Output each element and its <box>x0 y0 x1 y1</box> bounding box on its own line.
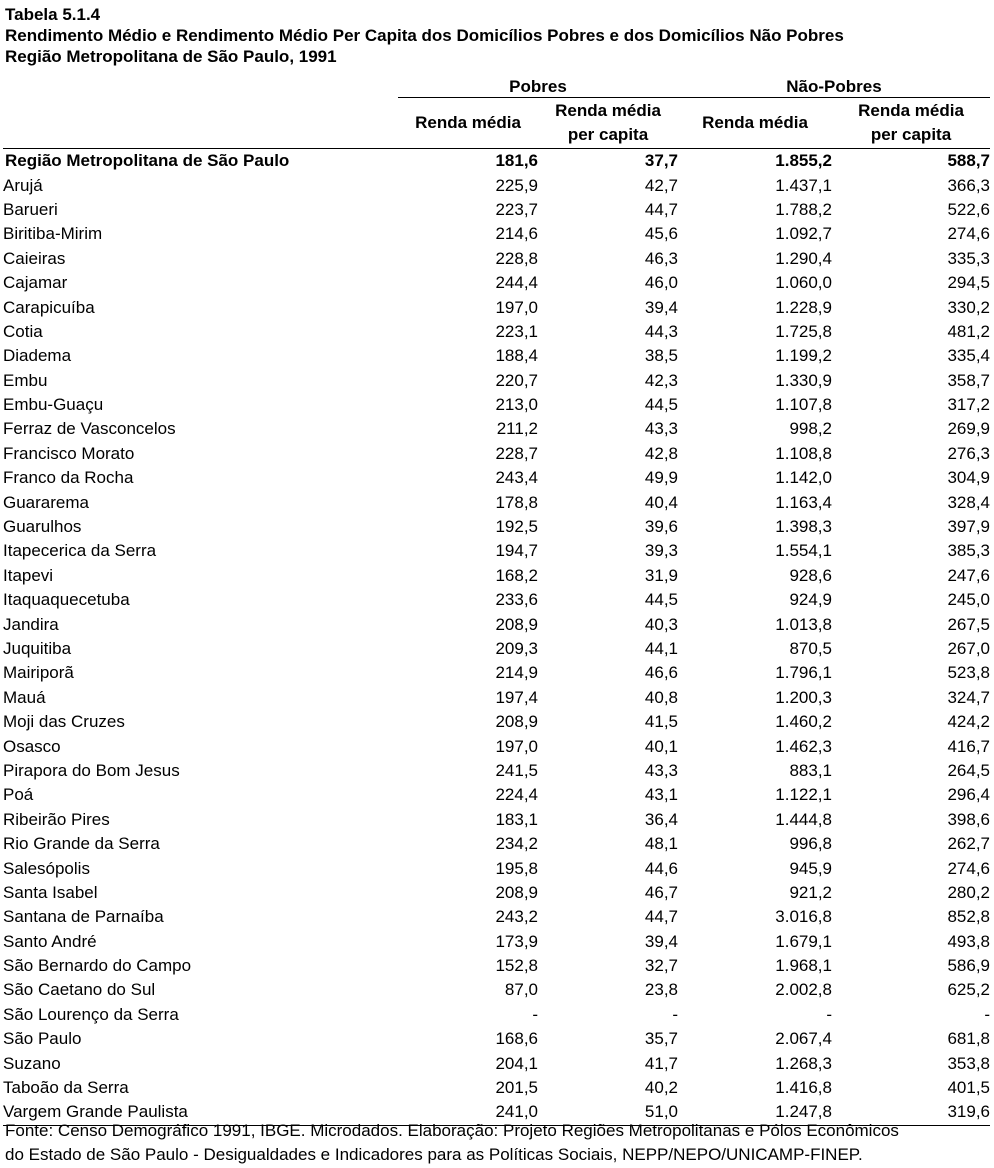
table-row <box>3 442 990 466</box>
cell-pobres-renda-media: 220,7 <box>495 370 538 390</box>
cell-nao-pobres-renda-media: 1.725,8 <box>775 321 832 341</box>
cell-nao-pobres-renda-media: 1.462,3 <box>775 736 832 756</box>
cell-nao-pobres-renda-media: 2.067,4 <box>775 1029 832 1049</box>
cell-pobres-renda-media: 241,0 <box>398 1100 538 1125</box>
cell-nao-pobres-renda-media: 1.268,3 <box>775 1053 832 1073</box>
cell-pobres-renda-pc: 45,6 <box>644 224 678 244</box>
cell-nao-pobres-renda-pc: 522,6 <box>947 199 990 219</box>
cell-pobres-renda-pc: 44,1 <box>644 639 678 658</box>
cell-nao-pobres-renda-media: 924,9 <box>789 590 832 610</box>
header-nao-pobres-renda-pc <box>832 98 990 149</box>
cell-nao-pobres-renda-pc: 330,2 <box>947 297 990 317</box>
cell-nao-pobres-renda-pc: 267,0 <box>947 639 990 658</box>
cell-nao-pobres-renda-pc: 398,6 <box>947 809 990 829</box>
cell-pobres-renda-pc: 43,3 <box>644 760 678 780</box>
table-row <box>3 271 990 295</box>
row-name: Pirapora do Bom Jesus <box>3 760 180 780</box>
table-row <box>3 881 990 905</box>
cell-pobres-renda-pc: 39,4 <box>644 297 678 317</box>
cell-nao-pobres-renda-media: 1.163,4 <box>775 492 832 512</box>
cell-pobres-renda-media: 168,6 <box>495 1029 538 1049</box>
cell-nao-pobres-renda-pc: 247,6 <box>947 565 990 585</box>
cell-nao-pobres-renda-media: 883,1 <box>789 760 832 780</box>
row-name: Francisco Morato <box>3 443 135 463</box>
header-nao-pobres-renda-pc-line2: per capita <box>870 125 952 144</box>
cell-pobres-renda-pc: 42,7 <box>644 175 678 195</box>
cell-nao-pobres-renda-media: 928,6 <box>789 565 832 585</box>
cell-nao-pobres-renda-pc: 366,3 <box>947 175 990 195</box>
cell-pobres-renda-media: 87,0 <box>504 980 538 1000</box>
cell-pobres-renda-media: 201,5 <box>495 1078 538 1098</box>
source-line-1: Fonte: Censo Demográfico 1991, IBGE. Microdados. Elaboração: Projeto Regiões Metropolitanas e Pólos Econômicos <box>5 1121 899 1140</box>
cell-nao-pobres-renda-media: 3.016,8 <box>775 907 832 927</box>
header-blank-sub <box>3 98 398 149</box>
cell-nao-pobres-renda-pc: 245,0 <box>947 590 990 610</box>
table-row <box>3 564 990 588</box>
cell-pobres-renda-media: 192,5 <box>495 517 538 537</box>
cell-pobres-renda-media: 234,2 <box>495 834 538 854</box>
cell-pobres-renda-media: 168,2 <box>495 565 538 585</box>
table-row <box>3 930 990 954</box>
row-name: Guararema <box>3 492 89 512</box>
cell-nao-pobres-renda-pc: 328,4 <box>947 492 990 512</box>
cell-pobres-renda-media: 181,6 <box>495 151 538 171</box>
cell-nao-pobres-renda-media: 1.398,3 <box>775 517 832 537</box>
table-row <box>3 954 990 978</box>
table-row <box>3 393 990 417</box>
cell-nao-pobres-renda-media: 1.416,8 <box>775 1078 832 1098</box>
cell-nao-pobres-renda-media: 921,2 <box>789 882 832 902</box>
cell-pobres-renda-media: 197,0 <box>495 297 538 317</box>
cell-nao-pobres-renda-media: 870,5 <box>789 639 832 658</box>
row-name: Guarulhos <box>3 517 82 537</box>
cell-pobres-renda-pc: 46,6 <box>644 663 678 683</box>
table-row <box>3 759 990 783</box>
row-name: São Caetano do Sul <box>3 980 156 1000</box>
header-group-nao-pobres: Não-Pobres <box>678 76 990 98</box>
table-row <box>3 515 990 539</box>
cell-nao-pobres-renda-pc: 586,9 <box>947 956 990 976</box>
cell-pobres-renda-media: 223,7 <box>495 199 538 219</box>
cell-nao-pobres-renda-media: 1.199,2 <box>775 346 832 366</box>
cell-pobres-renda-pc: 43,3 <box>644 419 678 439</box>
cell-pobres-renda-media: 214,6 <box>495 224 538 244</box>
cell-nao-pobres-renda-pc: 274,6 <box>947 858 990 878</box>
cell-pobres-renda-media: 241,5 <box>495 760 538 780</box>
row-name: Embu-Guaçu <box>3 395 104 415</box>
source-note <box>5 1119 990 1167</box>
cell-nao-pobres-renda-media: - <box>826 1004 832 1024</box>
cell-pobres-renda-media: 173,9 <box>495 931 538 951</box>
cell-nao-pobres-renda-pc: 681,8 <box>947 1029 990 1049</box>
header-pobres-renda-media: Renda média <box>398 98 538 149</box>
cell-pobres-renda-media: 194,7 <box>495 541 538 561</box>
cell-pobres-renda-media: 243,4 <box>495 468 538 488</box>
table-row <box>3 295 990 319</box>
cell-pobres-renda-media: 243,2 <box>495 907 538 927</box>
row-name: Franco da Rocha <box>3 468 134 488</box>
row-name: Barueri <box>3 199 58 219</box>
cell-pobres-renda-pc: 44,7 <box>644 199 678 219</box>
table-row <box>3 710 990 734</box>
cell-pobres-renda-media: 209,3 <box>495 639 538 658</box>
table-row <box>3 905 990 929</box>
cell-pobres-renda-pc: 40,8 <box>644 687 678 707</box>
table-body <box>3 149 990 1126</box>
table-row-total <box>3 149 990 174</box>
cell-pobres-renda-media: 213,0 <box>495 395 538 415</box>
table-row <box>3 1003 990 1027</box>
cell-nao-pobres-renda-media: 996,8 <box>789 834 832 854</box>
header-group-pobres: Pobres <box>398 76 678 98</box>
cell-pobres-renda-media: 204,1 <box>495 1053 538 1073</box>
cell-pobres-renda-media: 178,8 <box>495 492 538 512</box>
cell-pobres-renda-pc: 42,3 <box>644 370 678 390</box>
table-row <box>3 466 990 490</box>
row-name: Poá <box>3 785 34 805</box>
cell-pobres-renda-media: 211,2 <box>496 419 538 439</box>
cell-nao-pobres-renda-media: 1.290,4 <box>775 248 832 268</box>
table-row <box>3 612 990 636</box>
cell-pobres-renda-media: 197,4 <box>495 687 538 707</box>
cell-nao-pobres-renda-media: 1.060,0 <box>775 273 832 293</box>
cell-pobres-renda-pc: 44,5 <box>644 395 678 415</box>
row-name: São Bernardo do Campo <box>3 956 192 976</box>
cell-pobres-renda-media: 208,9 <box>495 614 538 634</box>
table-row <box>3 198 990 222</box>
row-name: Suzano <box>3 1053 61 1073</box>
table-row <box>3 1027 990 1051</box>
cell-pobres-renda-pc: 44,3 <box>644 321 678 341</box>
cell-nao-pobres-renda-media: 1.107,8 <box>775 395 832 415</box>
cell-pobres-renda-media: 208,9 <box>495 712 538 732</box>
cell-pobres-renda-media: 224,4 <box>495 785 538 805</box>
cell-nao-pobres-renda-media: 1.788,2 <box>775 199 832 219</box>
cell-pobres-renda-pc: 42,8 <box>644 443 678 463</box>
cell-pobres-renda-media: 214,9 <box>495 663 538 683</box>
table-row <box>3 661 990 685</box>
income-table <box>3 76 990 1126</box>
cell-nao-pobres-renda-media: 1.968,1 <box>775 956 832 976</box>
cell-pobres-renda-pc: 40,1 <box>644 736 678 756</box>
cell-nao-pobres-renda-media: 945,9 <box>789 858 832 878</box>
cell-nao-pobres-renda-pc: 358,7 <box>947 370 990 390</box>
row-name: Ribeirão Pires <box>3 809 110 829</box>
cell-pobres-renda-pc: 40,4 <box>644 492 678 512</box>
cell-pobres-renda-media: 195,8 <box>495 858 538 878</box>
cell-nao-pobres-renda-media: 1.796,1 <box>775 663 832 683</box>
row-name: Arujá <box>3 175 43 195</box>
table-row <box>3 783 990 807</box>
header-nao-pobres-renda-media: Renda média <box>678 98 832 149</box>
cell-nao-pobres-renda-pc: 852,8 <box>947 907 990 927</box>
header-nao-pobres-renda-pc-line1: Renda média <box>858 101 964 120</box>
cell-nao-pobres-renda-media: 1.554,1 <box>775 541 832 561</box>
cell-nao-pobres-renda-media: 2.002,8 <box>775 980 832 1000</box>
row-name: Santo André <box>3 931 97 951</box>
cell-nao-pobres-renda-pc: 625,2 <box>947 980 990 1000</box>
cell-pobres-renda-pc: - <box>672 1004 678 1024</box>
table-row <box>3 320 990 344</box>
cell-nao-pobres-renda-pc: 280,2 <box>947 882 990 902</box>
cell-pobres-renda-media: 152,8 <box>495 956 538 976</box>
table-row <box>3 1051 990 1075</box>
cell-pobres-renda-pc: 35,7 <box>644 1029 678 1049</box>
cell-pobres-renda-pc: 36,4 <box>644 809 678 829</box>
cell-pobres-renda-pc: 39,4 <box>644 931 678 951</box>
row-name: Biritiba-Mirim <box>3 224 103 244</box>
cell-pobres-renda-pc: 23,8 <box>644 980 678 1000</box>
cell-nao-pobres-renda-pc: 416,7 <box>947 736 990 756</box>
cell-pobres-renda-pc: 41,7 <box>644 1053 678 1073</box>
table-number: Tabela 5.1.4 <box>5 5 101 24</box>
row-name: Cotia <box>3 321 43 341</box>
cell-pobres-renda-pc: 51,0 <box>538 1100 678 1125</box>
cell-nao-pobres-renda-media: 1.247,8 <box>678 1100 832 1125</box>
cell-pobres-renda-media: 188,4 <box>495 346 538 366</box>
row-name: Diadema <box>3 346 72 366</box>
cell-pobres-renda-pc: 32,7 <box>644 956 678 976</box>
cell-nao-pobres-renda-media: 1.142,0 <box>775 468 832 488</box>
cell-nao-pobres-renda-media: 1.679,1 <box>775 931 832 951</box>
table-row <box>3 369 990 393</box>
row-name: São Lourenço da Serra <box>3 1004 179 1024</box>
table-row <box>3 222 990 246</box>
table-row <box>3 539 990 563</box>
cell-pobres-renda-media: 228,7 <box>495 443 538 463</box>
cell-nao-pobres-renda-media: 1.013,8 <box>775 614 832 634</box>
cell-nao-pobres-renda-media: 1.855,2 <box>775 151 832 171</box>
cell-pobres-renda-pc: 39,6 <box>644 517 678 537</box>
cell-nao-pobres-renda-media: 998,2 <box>789 419 832 439</box>
header-group-row <box>3 76 990 98</box>
row-name: Osasco <box>3 736 61 756</box>
cell-pobres-renda-pc: 48,1 <box>644 834 678 854</box>
table-row <box>3 832 990 856</box>
cell-nao-pobres-renda-pc: 588,7 <box>947 151 990 171</box>
cell-nao-pobres-renda-pc: 304,9 <box>947 468 990 488</box>
row-name: Moji das Cruzes <box>3 712 125 732</box>
table-row <box>3 344 990 368</box>
cell-pobres-renda-pc: 46,0 <box>644 273 678 293</box>
row-name: Santana de Parnaíba <box>3 907 164 927</box>
cell-nao-pobres-renda-pc: 324,7 <box>947 687 990 707</box>
row-name: Juquitiba <box>3 639 72 658</box>
cell-nao-pobres-renda-pc: 296,4 <box>947 785 990 805</box>
table-row <box>3 1076 990 1100</box>
cell-nao-pobres-renda-pc: 397,9 <box>947 517 990 537</box>
cell-nao-pobres-renda-pc: 401,5 <box>947 1078 990 1098</box>
cell-pobres-renda-media: 208,9 <box>495 882 538 902</box>
cell-pobres-renda-media: 228,8 <box>495 248 538 268</box>
cell-nao-pobres-renda-media: 1.108,8 <box>775 443 832 463</box>
cell-nao-pobres-renda-pc: 493,8 <box>947 931 990 951</box>
row-name: Mauá <box>3 687 46 707</box>
cell-pobres-renda-media: 183,1 <box>495 809 538 829</box>
row-name: Região Metropolitana de São Paulo <box>5 151 290 171</box>
row-name: Salesópolis <box>3 858 90 878</box>
cell-nao-pobres-renda-pc: 319,6 <box>832 1100 990 1125</box>
cell-nao-pobres-renda-pc: 274,6 <box>947 224 990 244</box>
cell-nao-pobres-renda-media: 1.460,2 <box>775 712 832 732</box>
cell-pobres-renda-pc: 40,3 <box>644 614 678 634</box>
cell-pobres-renda-media: 233,6 <box>495 590 538 610</box>
row-name: Rio Grande da Serra <box>3 834 160 854</box>
source-line-2: do Estado de São Paulo - Desigualdades e Indicadores para as Políticas Sociais, NEPP/NEPO/UNICAMP-FINEP. <box>5 1145 863 1164</box>
cell-nao-pobres-renda-media: 1.200,3 <box>775 687 832 707</box>
cell-pobres-renda-pc: 43,1 <box>644 785 678 805</box>
header-pobres-renda-pc-line1: Renda média <box>555 101 661 120</box>
row-name: Itaquaquecetuba <box>3 590 130 610</box>
cell-pobres-renda-media: - <box>532 1004 538 1024</box>
table-row <box>3 637 990 661</box>
table-row <box>3 856 990 880</box>
cell-pobres-renda-media: 244,4 <box>495 273 538 293</box>
cell-nao-pobres-renda-pc: 353,8 <box>947 1053 990 1073</box>
cell-pobres-renda-pc: 38,5 <box>644 346 678 366</box>
cell-pobres-renda-pc: 31,9 <box>644 565 678 585</box>
row-name: Santa Isabel <box>3 882 98 902</box>
cell-pobres-renda-pc: 41,5 <box>644 712 678 732</box>
table-row <box>3 490 990 514</box>
cell-pobres-renda-pc: 44,6 <box>644 858 678 878</box>
cell-pobres-renda-media: 223,1 <box>495 321 538 341</box>
cell-pobres-renda-pc: 44,7 <box>644 907 678 927</box>
table-row <box>3 173 990 197</box>
cell-nao-pobres-renda-media: 1.437,1 <box>775 175 832 195</box>
cell-nao-pobres-renda-media: 1.122,1 <box>775 785 832 805</box>
cell-pobres-renda-media: 225,9 <box>495 175 538 195</box>
cell-nao-pobres-renda-pc: 335,4 <box>947 346 990 366</box>
table-titles <box>5 4 844 67</box>
cell-nao-pobres-renda-pc: 317,2 <box>947 395 990 415</box>
table-row <box>3 417 990 441</box>
row-name: Jandira <box>3 614 59 634</box>
row-name: Itapevi <box>3 565 54 585</box>
cell-nao-pobres-renda-pc: 267,5 <box>947 614 990 634</box>
header-sub-row <box>3 98 990 149</box>
table-title: Rendimento Médio e Rendimento Médio Per Capita dos Domicílios Pobres e dos Domicílios Não Pobres <box>5 26 844 45</box>
header-pobres-renda-pc-line2: per capita <box>567 125 649 144</box>
cell-nao-pobres-renda-pc: 523,8 <box>947 663 990 683</box>
cell-nao-pobres-renda-pc: 264,5 <box>947 760 990 780</box>
cell-nao-pobres-renda-media: 1.092,7 <box>775 224 832 244</box>
table-row <box>3 734 990 758</box>
cell-nao-pobres-renda-pc: 276,3 <box>947 443 990 463</box>
header-blank <box>3 76 398 98</box>
cell-pobres-renda-pc: 37,7 <box>644 151 678 171</box>
cell-nao-pobres-renda-pc: 262,7 <box>947 834 990 854</box>
table-subtitle: Região Metropolitana de São Paulo, 1991 <box>5 47 337 66</box>
cell-pobres-renda-pc: 46,7 <box>644 882 678 902</box>
row-name: Mairiporã <box>3 663 74 683</box>
cell-nao-pobres-renda-pc: - <box>984 1004 990 1024</box>
row-name: Embu <box>3 370 48 390</box>
row-name: Cajamar <box>3 273 68 293</box>
cell-pobres-renda-pc: 39,3 <box>644 541 678 561</box>
cell-nao-pobres-renda-media: 1.228,9 <box>775 297 832 317</box>
row-name: Taboão da Serra <box>3 1078 129 1098</box>
cell-nao-pobres-renda-media: 1.444,8 <box>775 809 832 829</box>
row-name: Ferraz de Vasconcelos <box>3 419 176 439</box>
row-name: São Paulo <box>3 1029 82 1049</box>
table-row <box>3 588 990 612</box>
cell-nao-pobres-renda-pc: 385,3 <box>947 541 990 561</box>
cell-nao-pobres-renda-pc: 335,3 <box>947 248 990 268</box>
cell-nao-pobres-renda-pc: 269,9 <box>947 419 990 439</box>
cell-nao-pobres-renda-media: 1.330,9 <box>775 370 832 390</box>
cell-pobres-renda-pc: 49,9 <box>644 468 678 488</box>
cell-nao-pobres-renda-pc: 424,2 <box>947 712 990 732</box>
header-pobres-renda-pc <box>538 98 678 149</box>
cell-nao-pobres-renda-pc: 481,2 <box>947 321 990 341</box>
table-row <box>3 808 990 832</box>
row-name: Itapecerica da Serra <box>3 541 157 561</box>
table-row <box>3 978 990 1002</box>
table-row <box>3 686 990 710</box>
cell-pobres-renda-media: 197,0 <box>495 736 538 756</box>
table-row <box>3 247 990 271</box>
row-name: Carapicuíba <box>3 297 95 317</box>
cell-pobres-renda-pc: 46,3 <box>644 248 678 268</box>
row-name: Vargem Grande Paulista <box>3 1100 398 1125</box>
cell-pobres-renda-pc: 44,5 <box>644 590 678 610</box>
row-name: Caieiras <box>3 248 66 268</box>
cell-nao-pobres-renda-pc: 294,5 <box>947 273 990 293</box>
cell-pobres-renda-pc: 40,2 <box>644 1078 678 1098</box>
